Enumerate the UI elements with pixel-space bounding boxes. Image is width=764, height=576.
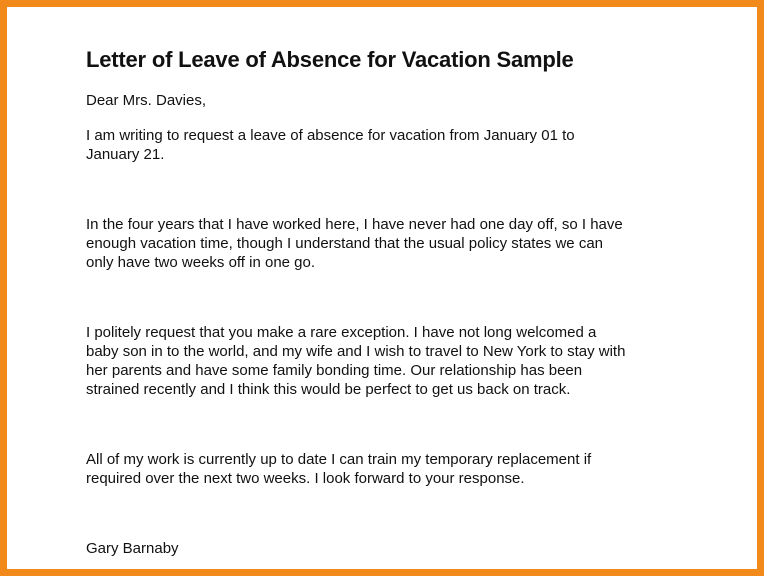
paragraph-line: enough vacation time, though I understand that the usual policy states we can <box>86 235 604 252</box>
paragraph-request <box>86 126 686 164</box>
paragraph-line: required over the next two weeks. I look forward to your response. <box>86 470 525 487</box>
paragraph-line: I am writing to request a leave of absence for vacation from January 01 to <box>86 127 575 144</box>
paragraph-vacation-time <box>86 215 686 272</box>
paragraph-line: strained recently and I think this would be perfect to get us back on track. <box>86 381 571 398</box>
paragraph-line: I politely request that you make a rare exception. I have not long welcomed a <box>86 324 597 341</box>
paragraph-line: In the four years that I have worked here, I have never had one day off, so I have <box>86 216 623 233</box>
paragraph-line: baby son in to the world, and my wife and I wish to travel to New York to stay with <box>86 343 626 360</box>
letter-title: Letter of Leave of Absence for Vacation Sample <box>86 47 574 72</box>
paragraph-line: only have two weeks off in one go. <box>86 254 316 271</box>
paragraph-exception <box>86 323 686 399</box>
signature: Gary Barnaby <box>86 540 179 557</box>
paragraph-line: January 21. <box>86 146 165 163</box>
salutation: Dear Mrs. Davies, <box>86 92 207 109</box>
paragraph-line: All of my work is currently up to date I can train my temporary replacement if <box>86 451 592 468</box>
paragraph-work-status <box>86 450 686 488</box>
paragraph-line: her parents and have some family bonding time. Our relationship has been <box>86 362 583 379</box>
